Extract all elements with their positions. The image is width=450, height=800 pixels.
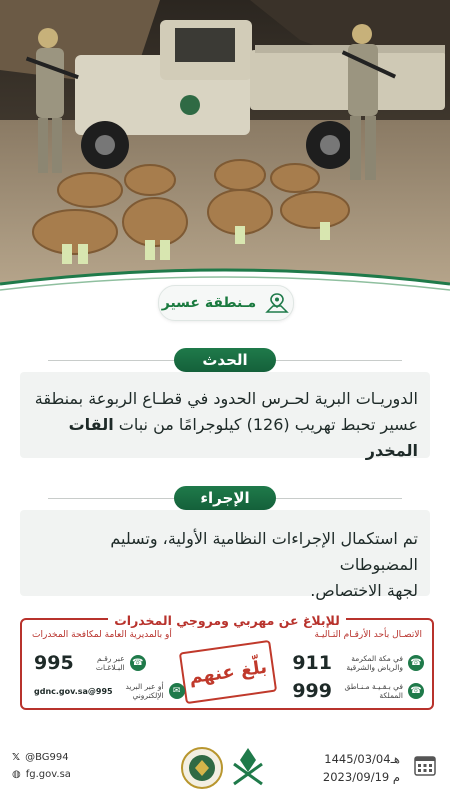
saudi-emblem-logo (226, 744, 270, 792)
hotline-911-label: في مكة المكرمة والرياض والشرقية (346, 654, 403, 672)
phone-icon: ☎ (130, 655, 146, 671)
report-995-label: عبر رقـم البـلاغـات (95, 654, 125, 672)
website-row[interactable] (12, 769, 71, 780)
report-right-head: الاتصـال بأحد الأرقـام التـاليـة (314, 630, 422, 640)
action-title: الإجراء (174, 486, 276, 510)
x-icon: 𝕏 (12, 752, 21, 763)
report-left-head: أو بالمديرية العامة لمكافحة المخدرات (32, 630, 172, 640)
region-label: مـنطقة عسير (161, 295, 257, 311)
twitter-handle-row[interactable] (12, 752, 71, 763)
action-heading (0, 488, 450, 508)
report-stamp: بلّغ عنهم (179, 640, 277, 704)
action-line-1: تم استكمال الإجراءات النظامية الأولية، وتسليم المضبوطات (110, 529, 418, 574)
report-email-label: أو عبر البريد الإلكتروني (125, 682, 164, 700)
calendar-icon (414, 754, 436, 776)
phone-icon: ☎ (408, 683, 424, 699)
report-995-row[interactable] (34, 652, 146, 674)
event-line-1: الدوريـات البرية لحـرس الحدود في قطـاع الربوعة بمنطقة (34, 389, 418, 408)
region-badge (158, 285, 294, 321)
footer (0, 738, 450, 800)
event-line-2-prefix: عسير تحبط تهريب (126) كيلوجرامًا من نبات (113, 415, 418, 434)
event-section (20, 372, 430, 458)
website-url: fg.gov.sa (25, 769, 71, 780)
action-line-2: لجهة الاختصاص. (310, 581, 418, 600)
phone-icon: ☎ (408, 655, 424, 671)
hotline-999-label: في بـقـيـة مـنـاطق المملكة (344, 682, 403, 700)
seizure-photo (0, 0, 450, 292)
border-guard-logo (180, 746, 224, 790)
email-icon: ✉ (169, 683, 185, 699)
twitter-handle: @BG994 (25, 752, 69, 763)
hijri-date: 1445/03/04هـ (324, 752, 400, 766)
event-heading (0, 350, 450, 370)
report-heading: للإبلاغ عن مهربي ومروجي المخدرات (108, 613, 346, 628)
event-line-2 (32, 412, 418, 464)
map-pin-icon (264, 292, 290, 314)
hotline-999-row[interactable] (292, 680, 424, 702)
gregorian-date: 2023/09/19 م (322, 770, 400, 784)
report-box (20, 613, 434, 710)
hotline-999-number: 999 (292, 680, 332, 702)
event-title: الحدث (174, 348, 276, 372)
report-email-row[interactable] (34, 682, 185, 700)
globe-icon: ◍ (12, 769, 21, 780)
report-995-number: 995 (34, 652, 74, 674)
hotline-911-number: 911 (292, 652, 332, 674)
event-line-2-bold: القات المخدر (68, 415, 418, 460)
report-email-address[interactable]: 995@gdnc.gov.sa (34, 686, 113, 696)
action-section (20, 510, 430, 600)
hotline-911-row[interactable] (292, 652, 424, 674)
